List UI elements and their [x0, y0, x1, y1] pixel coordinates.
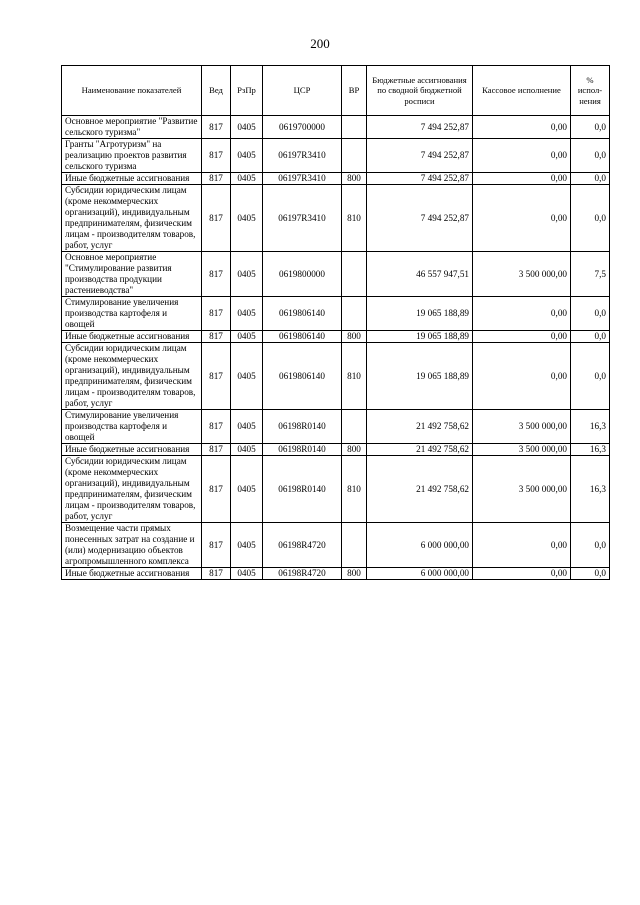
cell-csr: 06198R0140	[263, 410, 342, 444]
cell-ved: 817	[202, 185, 231, 252]
cell-cash: 0,00	[473, 297, 571, 331]
cell-name: Иные бюджетные ассигнования	[62, 331, 202, 343]
cell-budget: 6 000 000,00	[367, 568, 473, 580]
cell-name: Субсидии юридическим лицам (кроме некоммерческих организаций), индивидуальным предпринимателям, физическим лицам - производителям товаров, работ, услуг	[62, 456, 202, 523]
cell-rzpr: 0405	[231, 331, 263, 343]
cell-name: Основное мероприятие "Развитие сельского туризма"	[62, 116, 202, 139]
cell-vr	[342, 297, 367, 331]
cell-rzpr: 0405	[231, 444, 263, 456]
cell-ved: 817	[202, 523, 231, 568]
cell-ved: 817	[202, 444, 231, 456]
cell-rzpr: 0405	[231, 456, 263, 523]
cell-pct: 0,0	[571, 116, 610, 139]
cell-budget: 19 065 188,89	[367, 343, 473, 410]
cell-cash: 3 500 000,00	[473, 456, 571, 523]
cell-pct: 0,0	[571, 331, 610, 343]
cell-pct: 7,5	[571, 252, 610, 297]
header-csr: ЦСР	[263, 66, 342, 116]
cell-ved: 817	[202, 173, 231, 185]
cell-ved: 817	[202, 568, 231, 580]
page-number: 200	[310, 36, 330, 51]
cell-vr: 800	[342, 444, 367, 456]
cell-rzpr: 0405	[231, 173, 263, 185]
cell-name: Стимулирование увеличения производства картофеля и овощей	[62, 297, 202, 331]
cell-vr	[342, 523, 367, 568]
cell-cash: 0,00	[473, 185, 571, 252]
cell-csr: 06198R4720	[263, 523, 342, 568]
cell-csr: 0619700000	[263, 116, 342, 139]
table-row	[62, 523, 610, 568]
header-name: Наименование показателей	[62, 66, 202, 116]
cell-name: Иные бюджетные ассигнования	[62, 444, 202, 456]
table-row	[62, 331, 610, 343]
cell-pct: 0,0	[571, 523, 610, 568]
header-pct: % испол-нения	[571, 66, 610, 116]
cell-vr: 800	[342, 331, 367, 343]
cell-ved: 817	[202, 331, 231, 343]
cell-rzpr: 0405	[231, 139, 263, 173]
cell-rzpr: 0405	[231, 116, 263, 139]
table-row	[62, 252, 610, 297]
cell-name: Возмещение части прямых понесенных затрат на создание и (или) модернизацию объектов агропромышленного комплекса	[62, 523, 202, 568]
cell-vr	[342, 410, 367, 444]
cell-cash: 3 500 000,00	[473, 252, 571, 297]
table-row	[62, 568, 610, 580]
cell-csr: 06197R3410	[263, 173, 342, 185]
cell-vr: 810	[342, 343, 367, 410]
table-row	[62, 343, 610, 410]
cell-pct: 16,3	[571, 456, 610, 523]
header-vr: ВР	[342, 66, 367, 116]
cell-name: Гранты "Агротуризм" на реализацию проектов развития сельского туризма	[62, 139, 202, 173]
cell-name: Субсидии юридическим лицам (кроме некоммерческих организаций), индивидуальным предпринимателям, физическим лицам - производителям товаров, работ, услуг	[62, 185, 202, 252]
cell-rzpr: 0405	[231, 523, 263, 568]
cell-csr: 06198R0140	[263, 456, 342, 523]
cell-budget: 21 492 758,62	[367, 444, 473, 456]
cell-name: Основное мероприятие "Стимулирование развития производства продукции растениеводства"	[62, 252, 202, 297]
cell-pct: 0,0	[571, 343, 610, 410]
cell-cash: 0,00	[473, 139, 571, 173]
table-row	[62, 139, 610, 173]
cell-budget: 21 492 758,62	[367, 456, 473, 523]
cell-pct: 0,0	[571, 139, 610, 173]
cell-pct: 0,0	[571, 173, 610, 185]
cell-rzpr: 0405	[231, 343, 263, 410]
cell-vr: 800	[342, 568, 367, 580]
cell-vr	[342, 252, 367, 297]
cell-ved: 817	[202, 116, 231, 139]
cell-cash: 0,00	[473, 523, 571, 568]
cell-csr: 0619800000	[263, 252, 342, 297]
cell-csr: 0619806140	[263, 331, 342, 343]
cell-vr: 810	[342, 456, 367, 523]
table-row	[62, 444, 610, 456]
cell-csr: 06197R3410	[263, 139, 342, 173]
cell-ved: 817	[202, 410, 231, 444]
table-row	[62, 297, 610, 331]
table-row	[62, 410, 610, 444]
cell-csr: 06198R0140	[263, 444, 342, 456]
table-row	[62, 185, 610, 252]
cell-budget: 7 494 252,87	[367, 173, 473, 185]
table-row	[62, 456, 610, 523]
header-ved: Вед	[202, 66, 231, 116]
cell-budget: 19 065 188,89	[367, 331, 473, 343]
table-header-row	[62, 66, 610, 116]
cell-budget: 21 492 758,62	[367, 410, 473, 444]
cell-cash: 0,00	[473, 568, 571, 580]
header-rzpr: РзПр	[231, 66, 263, 116]
cell-pct: 0,0	[571, 185, 610, 252]
cell-budget: 19 065 188,89	[367, 297, 473, 331]
cell-pct: 0,0	[571, 568, 610, 580]
cell-rzpr: 0405	[231, 185, 263, 252]
cell-cash: 0,00	[473, 343, 571, 410]
cell-budget: 46 557 947,51	[367, 252, 473, 297]
table-row	[62, 173, 610, 185]
cell-name: Иные бюджетные ассигнования	[62, 568, 202, 580]
cell-cash: 3 500 000,00	[473, 410, 571, 444]
cell-cash: 0,00	[473, 116, 571, 139]
budget-execution-table	[61, 65, 610, 580]
cell-budget: 7 494 252,87	[367, 139, 473, 173]
cell-rzpr: 0405	[231, 568, 263, 580]
cell-ved: 817	[202, 252, 231, 297]
cell-ved: 817	[202, 297, 231, 331]
cell-rzpr: 0405	[231, 410, 263, 444]
cell-cash: 0,00	[473, 173, 571, 185]
cell-budget: 7 494 252,87	[367, 185, 473, 252]
cell-ved: 817	[202, 343, 231, 410]
cell-vr	[342, 116, 367, 139]
table-row	[62, 116, 610, 139]
cell-pct: 0,0	[571, 297, 610, 331]
cell-csr: 0619806140	[263, 343, 342, 410]
cell-csr: 0619806140	[263, 297, 342, 331]
cell-rzpr: 0405	[231, 297, 263, 331]
cell-cash: 0,00	[473, 331, 571, 343]
cell-budget: 7 494 252,87	[367, 116, 473, 139]
cell-csr: 06198R4720	[263, 568, 342, 580]
cell-vr	[342, 139, 367, 173]
header-budget: Бюджетные ассигнования по сводной бюджетной росписи	[367, 66, 473, 116]
cell-ved: 817	[202, 139, 231, 173]
cell-rzpr: 0405	[231, 252, 263, 297]
cell-pct: 16,3	[571, 410, 610, 444]
header-cash: Кассовое исполнение	[473, 66, 571, 116]
cell-vr: 810	[342, 185, 367, 252]
cell-cash: 3 500 000,00	[473, 444, 571, 456]
cell-csr: 06197R3410	[263, 185, 342, 252]
cell-vr: 800	[342, 173, 367, 185]
cell-name: Иные бюджетные ассигнования	[62, 173, 202, 185]
cell-pct: 16,3	[571, 444, 610, 456]
cell-budget: 6 000 000,00	[367, 523, 473, 568]
cell-name: Субсидии юридическим лицам (кроме некоммерческих организаций), индивидуальным предпринимателям, физическим лицам - производителям товаров, работ, услуг	[62, 343, 202, 410]
cell-ved: 817	[202, 456, 231, 523]
cell-name: Стимулирование увеличения производства картофеля и овощей	[62, 410, 202, 444]
